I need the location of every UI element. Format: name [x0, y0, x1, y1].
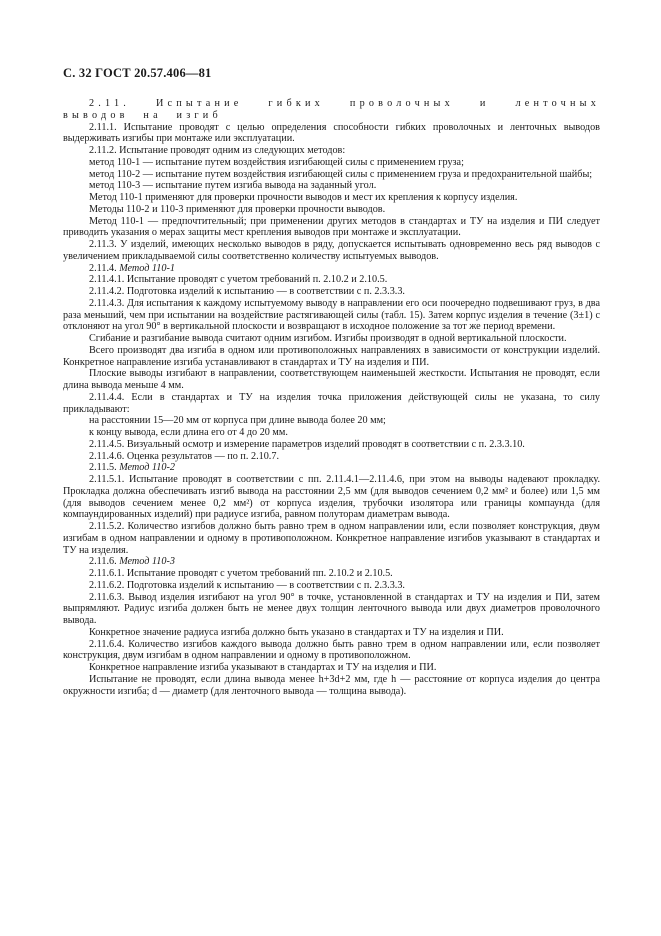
- paragraph: Всего производят два изгиба в одном или противоположных направлениях в зависимости от конструкции изделий. Конкретное направление изгиба устанавливают в стандартах и ТУ на изделия и ПИ.: [63, 344, 600, 368]
- paragraph: 2.11.6.1. Испытание проводят с учетом требований пп. 2.10.2 и 2.10.5.: [89, 568, 393, 579]
- paragraph: Испытание не проводят, если длина вывода менее h+3d+2 мм, где h — расстояние от корпуса изделия до центра окружности изгиба; d — диаметр (для ленточного вывода — толщина вывода).: [63, 673, 600, 697]
- page-body: [63, 98, 600, 697]
- paragraph: 2.11.2. Испытание проводят одним из следующих методов:: [89, 145, 346, 156]
- paragraph: 2.11.4.1. Испытание проводят с учетом требований п. 2.10.2 и 2.10.5.: [89, 274, 388, 286]
- subsection-number: 2.11.6.: [89, 556, 117, 568]
- paragraph: Метод 110-1 — предпочтительный; при применении других методов в стандартах и ТУ на изделия и ПИ следует приводить указания о мерах защиты мест крепления выводов при монтаже и эксплуатации.: [63, 215, 600, 239]
- section-heading: 2.11. Испытание гибких проволочных и ленточных выводов на изгиб: [63, 98, 600, 121]
- paragraph: 2.11.4.6. Оценка результатов — по п. 2.10.7.: [89, 450, 279, 462]
- paragraph: 2.11.6.3. Вывод изделия изгибают на угол 90° в точке, установленной в стандартах и ТУ на изделия и ПИ, затем выпрямляют. Радиус изгиба должен быть не менее двух толщин ленточного вывода или двух диаметров проволочного вывода.: [63, 591, 600, 626]
- list-item: к концу вывода, если длина его от 4 до 20 мм.: [89, 427, 288, 438]
- list-item: на расстоянии 15—20 мм от корпуса при длине вывода более 20 мм;: [89, 415, 386, 427]
- paragraph: 2.11.5.2. Количество изгибов должно быть равно трем в одном направлении или, если позволяет конструкция, двум изгибам в одном направлении и одному в противоположном. Конкретное направление изгибов указывают в стандартах и ТУ на изделия.: [63, 521, 600, 556]
- paragraph: 2.11.1. Испытание проводят с целью определения способности гибких проволочных и ленточных выводов выдерживать изгибы при монтаже или эксплуатации.: [63, 121, 600, 145]
- list-item: метод 110-2 — испытание путем воздействия изгибающей силы с применением груза и предохранительной шайбы;: [89, 168, 593, 180]
- page-header: С. 32 ГОСТ 20.57.406—81: [63, 66, 212, 80]
- subsection-heading: [63, 462, 600, 474]
- paragraph: 2.11.6.4. Количество изгибов каждого вывода должно быть равно трем в одном направлении или, если позволяет конструкция, двум изгибам в одном направлении и одному в противоположном.: [63, 638, 600, 662]
- subsection-heading: [63, 263, 600, 275]
- paragraph: 2.11.4.4. Если в стандартах и ТУ на изделия точка приложения действующей силы не указана, то силу прикладывают:: [63, 391, 600, 415]
- subsection-title: Метод 110-2: [119, 462, 175, 474]
- list-item: метод 110-1 — испытание путем воздействия изгибающей силы с применением груза;: [89, 156, 464, 168]
- paragraph: 2.11.4.2. Подготовка изделий к испытанию — в соответствии с п. 2.3.3.3.: [89, 286, 405, 297]
- paragraph: Сгибание и разгибание вывода считают одним изгибом. Изгибы производят в одной вертикальной плоскости.: [89, 333, 567, 344]
- paragraph: Метод 110-1 применяют для проверки прочности выводов и мест их крепления к корпусу изделия.: [89, 192, 518, 203]
- subsection-number: 2.11.5.: [89, 462, 117, 474]
- subsection-title: Метод 110-1: [119, 262, 175, 274]
- paragraph: 2.11.3. У изделий, имеющих несколько выводов в ряду, допускается испытывать одновременно весь ряд выводов с увеличением прикладываемой силы соответственно количеству испытуемых выводов.: [63, 239, 600, 262]
- paragraph: 2.11.4.3. Для испытания к каждому испытуемому выводу в направлении его оси поочередно подвешивают груз, в два раза меньший, чем при испытании на воздействие растягивающей силы (табл. 15). Затем корпус изделия в течение (3±1) с отклоняют на угол 90° в вертикальной плоскости и возвращают в исходное положение за тот же период времени.: [63, 297, 600, 333]
- paragraph: Методы 110-2 и 110-3 применяют для проверки прочности выводов.: [89, 203, 386, 215]
- paragraph: Конкретное значение радиуса изгиба должно быть указано в стандартах и ТУ на изделия и ПИ.: [89, 626, 504, 638]
- paragraph: 2.11.6.2. Подготовка изделий к испытанию — в соответствии с п. 2.3.3.3.: [89, 579, 405, 591]
- paragraph: 2.11.4.5. Визуальный осмотр и измерение параметров изделий проводят в соответствии с п. 2.3.3.10.: [89, 438, 525, 450]
- paragraph: Конкретное направление изгиба указывают в стандартах и ТУ на изделия и ПИ.: [89, 662, 437, 673]
- paragraph: Плоские выводы изгибают в направлении, соответствующем наименьшей жесткости. Испытания не проводят, если длина вывода меньше 4 мм.: [63, 368, 600, 391]
- paragraph: 2.11.5.1. Испытание проводят в соответствии с пп. 2.11.4.1—2.11.4.6, при этом на выводы надевают прокладку. Прокладка должна обеспечивать изгиб вывода на расстоянии 2,5 мм (для выводов сечением 0,2 мм² и более) или 1,5 мм (для выводов сечением менее 0,2 мм²) от корпуса изделия, трубочки изолятора или границы компаунда (для компаундированных изделий) при радиусе изгиба, равном полуторам диаметрам вывода.: [63, 474, 600, 521]
- subsection-heading: [63, 556, 600, 568]
- subsection-number: 2.11.4.: [89, 262, 117, 274]
- subsection-title: Метод 110-3: [119, 556, 175, 568]
- list-item: метод 110-3 — испытание путем изгиба вывода на заданный угол.: [89, 180, 377, 192]
